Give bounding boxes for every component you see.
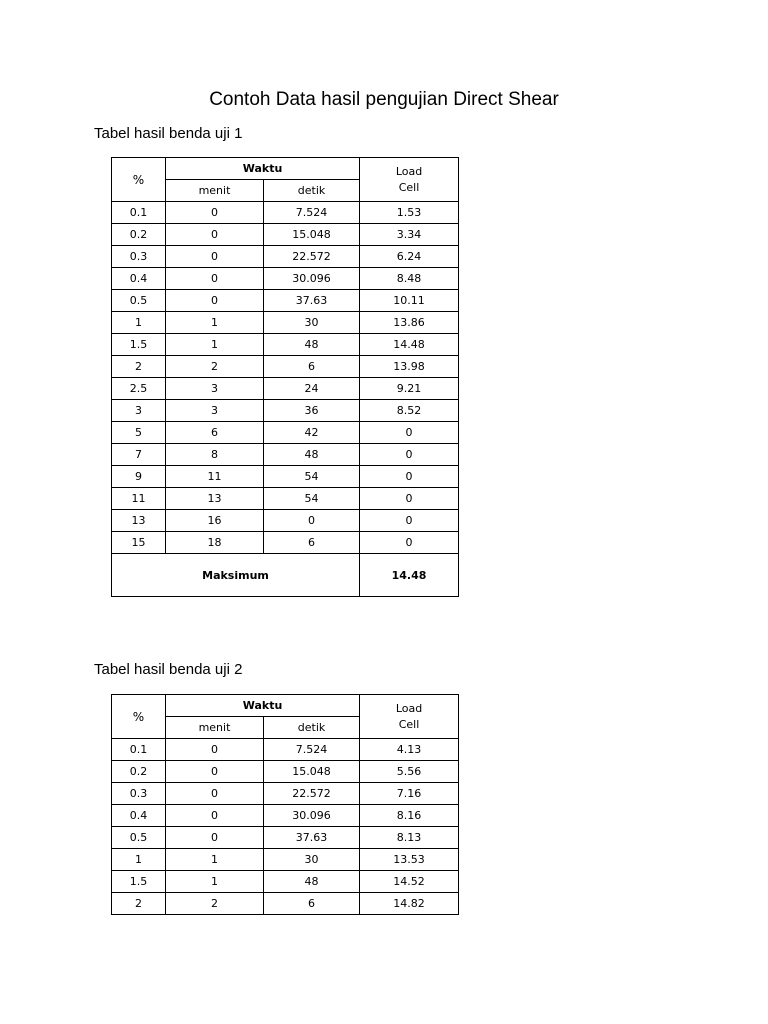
table-row: [112, 783, 459, 805]
percent-cell: 5: [112, 422, 166, 444]
table-row: [112, 400, 459, 422]
table-row: [112, 202, 459, 224]
results-table-2: [111, 694, 459, 915]
detik-cell: 54: [264, 488, 360, 510]
table-1-caption: Tabel hasil benda uji 1: [94, 125, 243, 142]
percent-cell: 1.5: [112, 871, 166, 893]
detik-cell: 24: [264, 378, 360, 400]
load-cell-value: 8.52: [360, 400, 459, 422]
menit-cell: 1: [166, 849, 264, 871]
menit-cell: 3: [166, 400, 264, 422]
percent-cell: 11: [112, 488, 166, 510]
load-cell-value: 0: [360, 466, 459, 488]
table-row: [112, 510, 459, 532]
load-cell-value: 0: [360, 444, 459, 466]
detik-cell: 36: [264, 400, 360, 422]
load-cell-value: 0: [360, 510, 459, 532]
menit-cell: 2: [166, 893, 264, 915]
table-2-body: [112, 739, 459, 915]
menit-cell: 0: [166, 202, 264, 224]
load-cell-value: 0: [360, 532, 459, 554]
maksimum-value: 14.48: [360, 554, 459, 597]
detik-cell: 6: [264, 532, 360, 554]
load-cell-value: 8.48: [360, 268, 459, 290]
detik-cell: 6: [264, 893, 360, 915]
load-cell-value: 0: [360, 488, 459, 510]
load-cell-header-line1: Load: [395, 164, 423, 178]
load-cell-value: 14.48: [360, 334, 459, 356]
detik-cell: 30.096: [264, 268, 360, 290]
percent-cell: 1.5: [112, 334, 166, 356]
detik-cell: 6: [264, 356, 360, 378]
menit-header: menit: [166, 717, 264, 739]
load-cell-value: 9.21: [360, 378, 459, 400]
menit-cell: 0: [166, 827, 264, 849]
table-row: [112, 849, 459, 871]
detik-cell: 22.572: [264, 783, 360, 805]
menit-cell: 2: [166, 356, 264, 378]
percent-cell: 2: [112, 356, 166, 378]
detik-cell: 30: [264, 849, 360, 871]
page-title: Contoh Data hasil pengujian Direct Shear: [209, 89, 559, 110]
load-cell-value: 0: [360, 422, 459, 444]
load-cell-value: 13.86: [360, 312, 459, 334]
table-row: [112, 356, 459, 378]
detik-cell: 7.524: [264, 739, 360, 761]
percent-cell: 0.5: [112, 827, 166, 849]
detik-cell: 48: [264, 334, 360, 356]
menit-cell: 0: [166, 783, 264, 805]
load-cell-value: 8.16: [360, 805, 459, 827]
load-cell-value: 7.16: [360, 783, 459, 805]
percent-cell: 2.5: [112, 378, 166, 400]
menit-cell: 0: [166, 268, 264, 290]
percent-header: %: [112, 158, 166, 202]
table-1-body: [112, 202, 459, 554]
detik-cell: 37.63: [264, 290, 360, 312]
menit-cell: 1: [166, 871, 264, 893]
table-row: [112, 827, 459, 849]
detik-cell: 42: [264, 422, 360, 444]
table-row: [112, 378, 459, 400]
percent-cell: 0.2: [112, 761, 166, 783]
detik-cell: 48: [264, 444, 360, 466]
waktu-header: Waktu: [166, 695, 360, 717]
table-row: [112, 871, 459, 893]
detik-cell: 30.096: [264, 805, 360, 827]
percent-cell: 0.2: [112, 224, 166, 246]
menit-cell: 13: [166, 488, 264, 510]
percent-cell: 0.1: [112, 739, 166, 761]
percent-cell: 1: [112, 849, 166, 871]
load-cell-value: 8.13: [360, 827, 459, 849]
load-cell-value: 13.98: [360, 356, 459, 378]
detik-cell: 48: [264, 871, 360, 893]
menit-cell: 16: [166, 510, 264, 532]
table-row: [112, 422, 459, 444]
detik-cell: 30: [264, 312, 360, 334]
detik-cell: 7.524: [264, 202, 360, 224]
load-cell-header-line1: Load: [395, 701, 423, 715]
percent-cell: 13: [112, 510, 166, 532]
menit-cell: 11: [166, 466, 264, 488]
percent-cell: 9: [112, 466, 166, 488]
menit-cell: 6: [166, 422, 264, 444]
menit-cell: 0: [166, 761, 264, 783]
table-row: [112, 312, 459, 334]
menit-cell: 0: [166, 246, 264, 268]
detik-cell: 37.63: [264, 827, 360, 849]
maksimum-label: Maksimum: [112, 554, 360, 597]
table-row: [112, 488, 459, 510]
table-2-caption: Tabel hasil benda uji 2: [94, 661, 243, 678]
table-row: [112, 224, 459, 246]
load-cell-value: 6.24: [360, 246, 459, 268]
percent-cell: 0.4: [112, 805, 166, 827]
menit-cell: 3: [166, 378, 264, 400]
menit-cell: 0: [166, 290, 264, 312]
detik-cell: 22.572: [264, 246, 360, 268]
menit-cell: 8: [166, 444, 264, 466]
percent-cell: 0.3: [112, 246, 166, 268]
table-row: [112, 893, 459, 915]
table-row: [112, 246, 459, 268]
waktu-header: Waktu: [166, 158, 360, 180]
load-cell-value: 4.13: [360, 739, 459, 761]
percent-cell: 0.4: [112, 268, 166, 290]
percent-header: %: [112, 695, 166, 739]
load-cell-value: 14.82: [360, 893, 459, 915]
load-cell-value: 10.11: [360, 290, 459, 312]
menit-cell: 0: [166, 739, 264, 761]
table-row: [112, 466, 459, 488]
detik-header: detik: [264, 717, 360, 739]
load-cell-value: 3.34: [360, 224, 459, 246]
detik-cell: 15.048: [264, 761, 360, 783]
results-table-1: [111, 157, 459, 597]
table-row: [112, 805, 459, 827]
load-cell-header-line2: Cell: [398, 180, 420, 194]
table-row: [112, 268, 459, 290]
percent-cell: 1: [112, 312, 166, 334]
load-cell-value: 14.52: [360, 871, 459, 893]
load-cell-value: 13.53: [360, 849, 459, 871]
detik-cell: 15.048: [264, 224, 360, 246]
load-cell-header-line2: Cell: [398, 717, 420, 731]
table-row: [112, 739, 459, 761]
percent-cell: 3: [112, 400, 166, 422]
load-cell-header: [360, 695, 459, 739]
detik-cell: 54: [264, 466, 360, 488]
percent-cell: 7: [112, 444, 166, 466]
menit-cell: 1: [166, 334, 264, 356]
percent-cell: 2: [112, 893, 166, 915]
menit-header: menit: [166, 180, 264, 202]
menit-cell: 0: [166, 805, 264, 827]
table-row: [112, 444, 459, 466]
load-cell-value: 5.56: [360, 761, 459, 783]
detik-cell: 0: [264, 510, 360, 532]
detik-header: detik: [264, 180, 360, 202]
load-cell-value: 1.53: [360, 202, 459, 224]
table-row: [112, 761, 459, 783]
table-row: [112, 334, 459, 356]
table-row: [112, 290, 459, 312]
percent-cell: 15: [112, 532, 166, 554]
load-cell-header: [360, 158, 459, 202]
menit-cell: 1: [166, 312, 264, 334]
menit-cell: 0: [166, 224, 264, 246]
menit-cell: 18: [166, 532, 264, 554]
percent-cell: 0.1: [112, 202, 166, 224]
percent-cell: 0.3: [112, 783, 166, 805]
table-row: [112, 532, 459, 554]
percent-cell: 0.5: [112, 290, 166, 312]
